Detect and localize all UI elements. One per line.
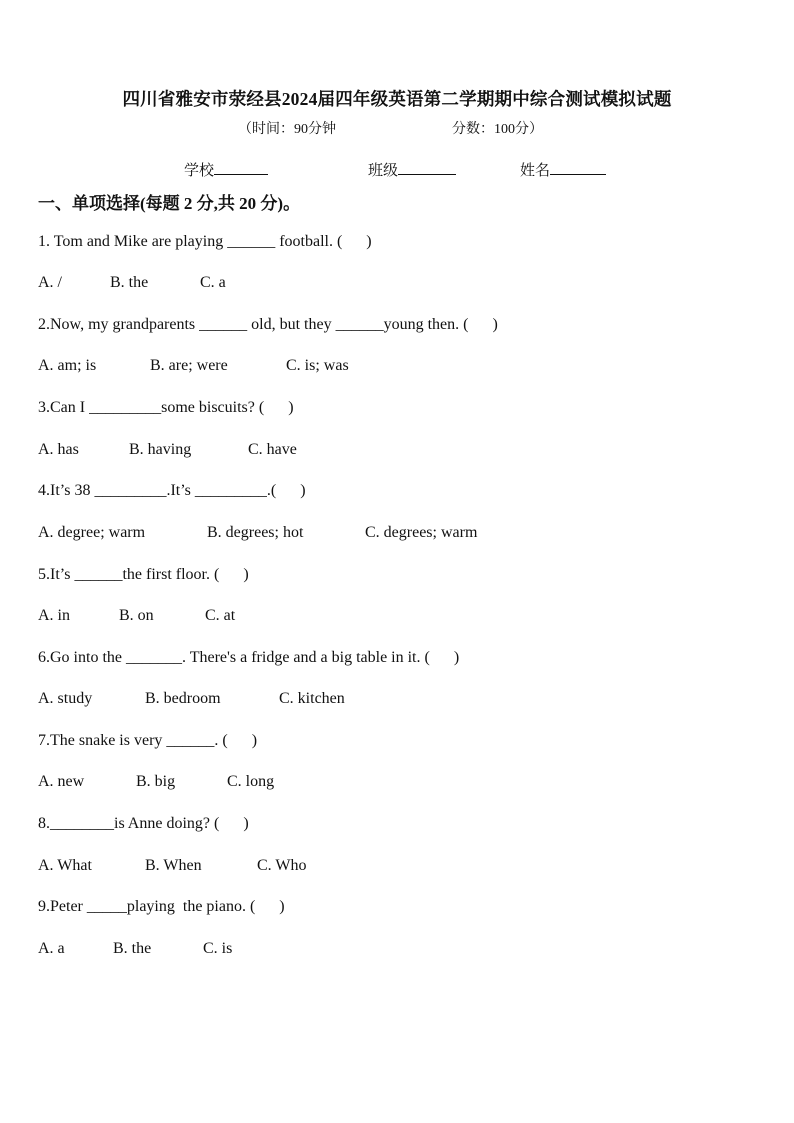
- option-c: C. is: [203, 940, 233, 957]
- question-2: 2.Now, my grandparents ______ old, but they ______young then. ( ): [38, 316, 498, 333]
- question-6: 6.Go into the _______. There's a fridge and a big table in it. ( ): [38, 649, 460, 666]
- option-a: A. study: [38, 690, 93, 707]
- option-b: B. are; were: [150, 357, 228, 374]
- option-a: A. /: [38, 274, 62, 291]
- section-heading: 一、单项选择(每题 2 分,共 20 分)。: [38, 194, 301, 213]
- option-b: B. bedroom: [145, 690, 221, 707]
- option-a: A. What: [38, 857, 92, 874]
- exam-time: （时间：90分钟: [238, 122, 336, 137]
- option-c: C. is; was: [286, 357, 349, 374]
- option-c: C. degrees; warm: [365, 524, 478, 541]
- name-label: 姓名: [520, 163, 551, 179]
- option-a: A. degree; warm: [38, 524, 146, 541]
- class-blank: [398, 160, 456, 175]
- option-b: B. When: [145, 857, 202, 874]
- question-9: 9.Peter _____playing the piano. ( ): [38, 898, 285, 915]
- option-b: B. on: [119, 607, 154, 624]
- option-b: B. the: [113, 940, 152, 957]
- option-a: A. a: [38, 940, 65, 957]
- option-a: A. has: [38, 441, 79, 458]
- option-c: C. have: [248, 441, 297, 458]
- question-8: 8.________is Anne doing? ( ): [38, 815, 249, 832]
- option-c: C. long: [227, 773, 275, 790]
- option-b: B. big: [136, 773, 176, 790]
- class-field: [368, 159, 456, 180]
- option-c: C. kitchen: [279, 690, 345, 707]
- option-c: C. Who: [257, 857, 307, 874]
- question-4: 4.It’s 38 _________.It’s _________.( ): [38, 482, 306, 499]
- name-blank: [550, 160, 606, 175]
- school-label: 学校: [184, 163, 215, 179]
- option-c: C. a: [200, 274, 226, 291]
- question-1: 1. Tom and Mike are playing ______ football. ( ): [38, 233, 372, 250]
- option-b: B. the: [110, 274, 149, 291]
- option-c: C. at: [205, 607, 236, 624]
- question-7: 7.The snake is very ______. ( ): [38, 732, 258, 749]
- option-a: A. new: [38, 773, 85, 790]
- school-field: [184, 159, 268, 180]
- exam-title: 四川省雅安市荥经县2024届四年级英语第二学期期中综合测试模拟试题: [122, 89, 672, 109]
- name-field: [520, 159, 606, 180]
- question-5: 5.It’s ______the first floor. ( ): [38, 566, 249, 583]
- option-b: B. having: [129, 441, 192, 458]
- option-b: B. degrees; hot: [207, 524, 304, 541]
- question-3: 3.Can I _________some biscuits? ( ): [38, 399, 294, 416]
- class-label: 班级: [368, 163, 399, 179]
- school-blank: [214, 160, 268, 175]
- option-a: A. in: [38, 607, 70, 624]
- option-a: A. am; is: [38, 357, 97, 374]
- exam-score: 分数：100分）: [452, 122, 543, 137]
